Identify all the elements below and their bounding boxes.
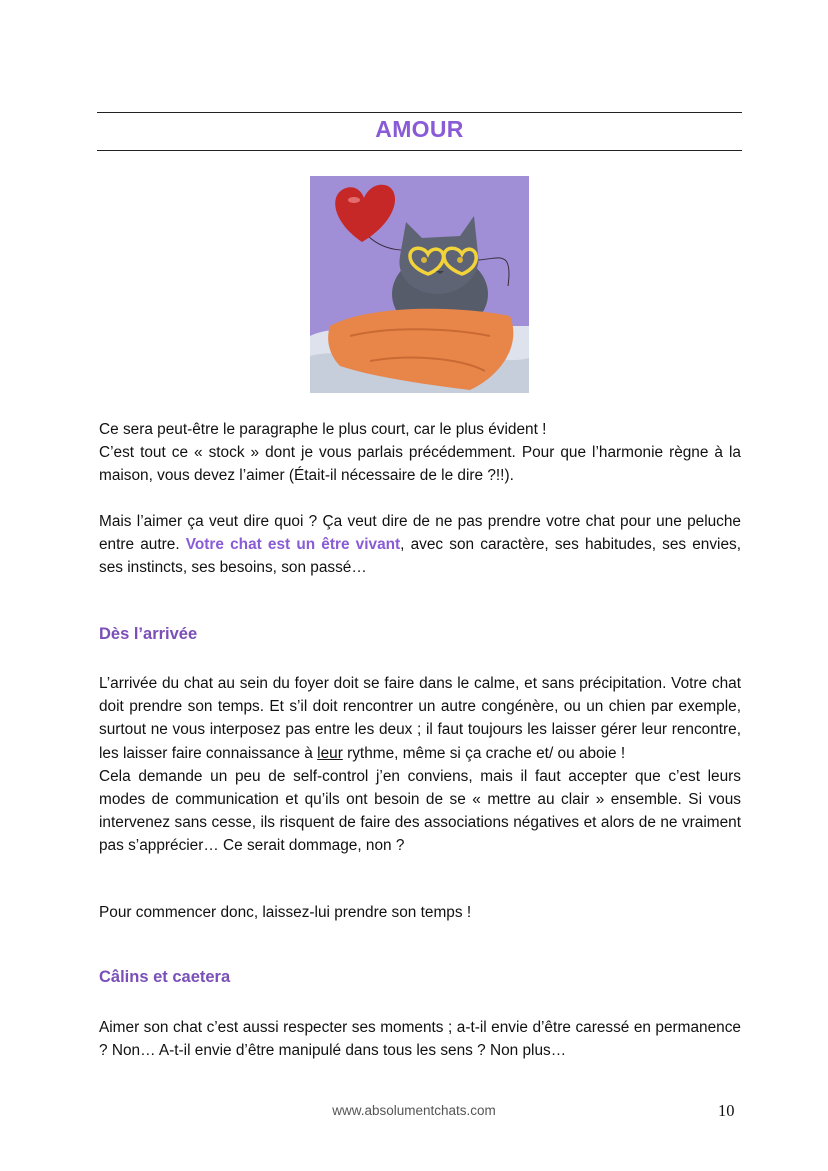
arrival-paragraph	[99, 672, 741, 858]
section-heading-arrival: Dès l’arrivée	[99, 625, 198, 643]
living-being-highlight: Votre chat est un être vivant	[185, 536, 401, 554]
section-heading-cuddles: Câlins et caetera	[99, 968, 231, 986]
leur-underline: leur	[317, 744, 343, 762]
cuddles-paragraph: Aimer son chat c’est aussi respecter ses moments ; a-t-il envie d’être caressé en permanence ? Non… A-t-il envie d’être manipulé dans tous les sens ? Non plus…	[99, 1019, 741, 1060]
intro-paragraph	[99, 418, 741, 488]
arrival-paragraph-2: Cela demande un peu de self-control j’en conviens, mais il faut accepter que c’est leurs modes de communication et qu’ils ont besoin de se « mettre au clair » ensemble. Si vous intervenez sans cesse, ils risquent de faire des associations négatives et alors de ne vraiment pas s’apprécier… Ce serait dommage, non ?	[99, 767, 741, 855]
intro-line-2: C’est tout ce « stock » dont je vous parlais précédemment. Pour que l’harmonie règne à la maison, vous devez l’aimer (Était-il nécessaire de le dire ?!!).	[99, 444, 741, 485]
love-text-after: , avec son caractère, ses habitudes, ses envies, ses instincts, ses besoins, son passé…	[99, 536, 741, 577]
title-top-rule	[97, 112, 742, 113]
page-number: 10	[718, 1101, 735, 1120]
love-text-before: Mais l’aimer ça veut dire quoi ? Ça veut dire de ne pas prendre votre chat pour une peluche entre autre.	[99, 513, 741, 554]
title-bottom-rule	[97, 150, 742, 151]
cat-balloon-illustration	[310, 176, 529, 393]
arrival-conclusion: Pour commencer donc, laissez-lui prendre son temps !	[99, 904, 472, 921]
arrival-text-before: L’arrivée du chat au sein du foyer doit se faire dans le calme, et sans précipitation. Votre chat doit prendre son temps. Et s’il doit rencontrer un autre congénère, ou un chien par exemple, surtout ne vous interposez pas entre les deux ; il faut toujours les laisser gérer leur rencontre, les laisser faire connaissance à	[99, 675, 741, 762]
footer-url: www.absolumentchats.com	[332, 1103, 496, 1118]
arrival-text-after: rythme, même si ça crache et/ ou aboie !	[342, 744, 626, 762]
intro-line-1: Ce sera peut-être le paragraphe le plus court, car le plus évident !	[99, 421, 547, 438]
page-title: AMOUR	[375, 116, 464, 142]
arrival-paragraph-1	[99, 672, 741, 765]
love-definition-paragraph	[99, 510, 741, 580]
